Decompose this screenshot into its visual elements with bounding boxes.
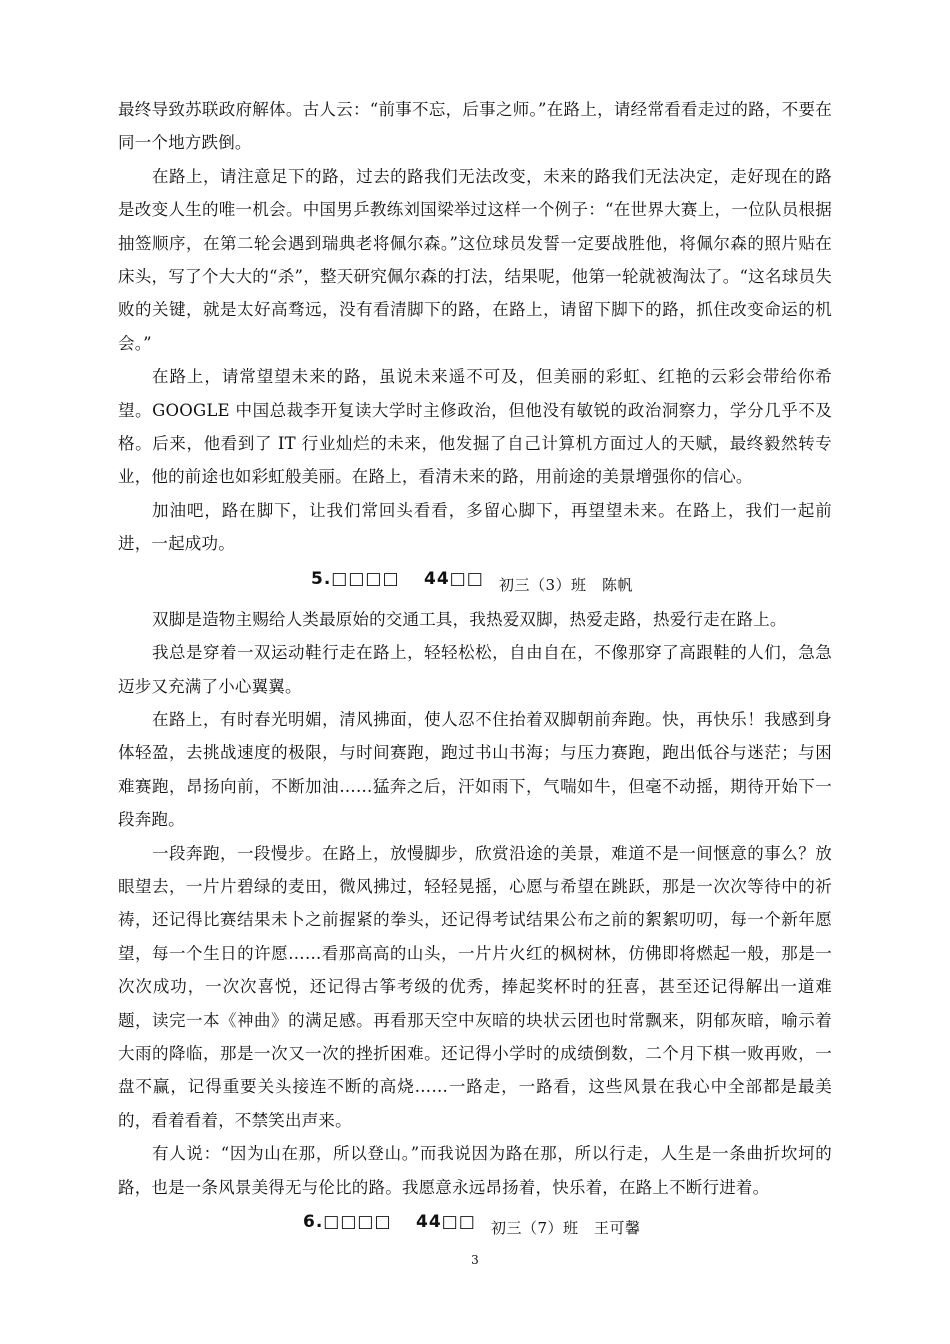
paragraph: 在路上，请常望望未来的路，虽说未来遥不可及，但美丽的彩虹、红艳的云彩会带给你希望。GOOGLE 中国总裁李开复读大学时主修政治，但他没有敏锐的政治洞察力，学分几乎不及格。后来，他看到了 IT 行业灿烂的未来，他发掘了自己计算机方面过人的天赋，最终毅然转专业，他的前途也如彩虹般美丽。在路上，看清未来的路，用前途的美景增强你的信心。 xyxy=(118,367,832,487)
essay-6-author: 初三（7）班 王可馨 xyxy=(491,1219,641,1237)
paragraph: 一段奔跑，一段慢步。在路上，放慢脚步，欣赏沿途的美景，难道不是一间惬意的事么？放眼望去，一片片碧绿的麦田，微风拂过，轻轻晃摇，心愿与希望在跳跃，那是一次次等待中的祈祷，还记得比赛结果未卜之前握紧的拳头，还记得考试结果公布之前的絮絮叨叨，每一个新年愿望，每一个生日的许愿……看那高高的山头，一片片火红的枫树林，仿佛即将燃起一般，那是一次次成功，一次次喜悦，还记得古筝考级的优秀，捧起奖杯时的狂喜，甚至还记得解出一道难题，读完一本《神曲》的满足感。再看那天空中灰暗的块状云团也时常飘来，阴郁灰暗，喻示着大雨的降临，那是一次又一次的挫折困难。还记得小学时的成绩倒数，二个月下棋一败再败，一盘不赢，记得重要关头接连不断的高烧……一路走，一路看，这些风景在我心中全部都是最美的，看着看着，不禁笑出声来。 xyxy=(118,843,832,1130)
paragraph: 在路上，有时春光明媚，清风拂面，使人忍不住抬着双脚朝前奔跑。快，再快乐！我感到身体轻盈，去挑战速度的极限，与时间赛跑，跑过书山书海；与压力赛跑，跑出低谷与迷茫；与困难赛跑，昂扬向前，不断加油……猛奔之后，汗如雨下，气喘如牛，但毫不动摇，期待开始下一段奔跑。 xyxy=(118,709,832,830)
paragraph: 最终导致苏联政府解体。古人云：“前事不忘，后事之师。”在路上，请经常看看走过的路，不要在同一个地方跌倒。 xyxy=(118,100,832,153)
essay-5-author: 初三（3）班 陈帆 xyxy=(499,575,634,594)
essay-5-body xyxy=(118,603,832,1204)
essay-6-heading xyxy=(118,1204,832,1246)
paragraph: 加油吧，路在脚下，让我们常回头看看，多留心脚下，再望望未来。在路上，我们一起前进，一起成功。 xyxy=(118,500,832,554)
essay-4-continuation xyxy=(118,93,832,561)
paragraph: 有人说：“因为山在那，所以登山。”而我说因为路在那，所以行走，人生是一条曲折坎坷的路，也是一条风景美得无与伦比的路。我愿意永远昂扬着，快乐着，在路上不断行进着。 xyxy=(118,1144,832,1197)
essay-5-title: 5.□□□□ xyxy=(311,568,400,589)
essay-6-title: 6.□□□□ xyxy=(303,1212,392,1232)
document-body xyxy=(118,93,832,1246)
paragraph: 在路上，请注意足下的路，过去的路我们无法改变，未来的路我们无法决定，走好现在的路是改变人生的唯一机会。中国男乒教练刘国梁举过这样一个例子：“在世界大赛上，一位队员根据抽签顺序，在第二轮会遇到瑞典老将佩尔森。”这位球员发誓一定要战胜他，将佩尔森的照片贴在床头，写了个大大的“杀”，整天研究佩尔森的打法，结果呢，他第一轮就被淘汰了。“这名球员失败的关键，就是太好高骛远，没有看清脚下的路，在路上，请留下脚下的路，抓住改变命运的机会。” xyxy=(118,166,832,353)
paragraph: 双脚是造物主赐给人类最原始的交通工具，我热爱双脚，热爱走路，热爱行走在路上。 xyxy=(152,609,787,629)
essay-6-score: 44□□ xyxy=(416,1212,476,1232)
page-number: 3 xyxy=(471,1253,479,1267)
essay-5-heading xyxy=(118,561,832,603)
essay-5-score: 44□□ xyxy=(424,568,484,589)
paragraph: 我总是穿着一双运动鞋行走在路上，轻轻松松，自由自在，不像那穿了高跟鞋的人们，急急迈步又充满了小心翼翼。 xyxy=(118,643,832,696)
